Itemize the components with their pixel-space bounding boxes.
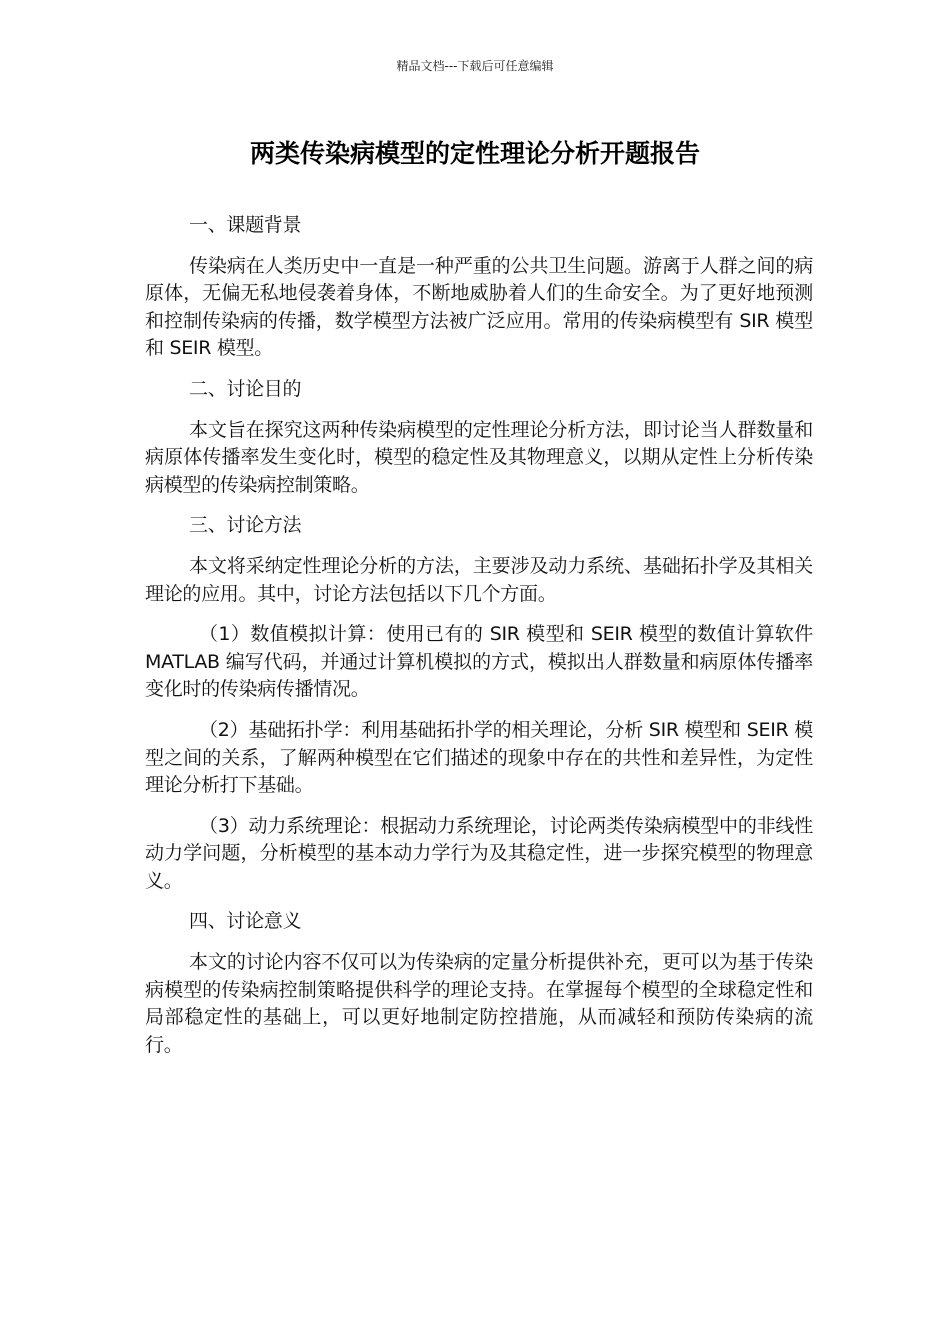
section-heading: 四、讨论意义 — [189, 910, 302, 933]
section-heading: 三、讨论方法 — [189, 514, 302, 537]
section-heading: 二、讨论目的 — [189, 377, 302, 400]
section-significance — [145, 908, 813, 1059]
method-item: （3）动力系统理论：根据动力系统理论，讨论两类传染病模型中的非线性动力学问题，分析模型的基本动力学行为及其稳定性，进一步探究模型的物理意义。 — [145, 814, 813, 892]
method-item: （2）基础拓扑学：利用基础拓扑学的相关理论，分析 SIR 模型和 SEIR 模型之间的关系，了解两种模型在它们描述的现象中存在的共性和差异性，为定性理论分析打下基础。 — [145, 718, 813, 797]
section-paragraph: 本文将采纳定性理论分析的方法，主要涉及动力系统、基础拓扑学及其相关理论的应用。其中，讨论方法包括以下几个方面。 — [145, 554, 813, 605]
method-item: （1）数值模拟计算：使用已有的 SIR 模型和 SEIR 模型的数值计算软件 MATLAB 编写代码，并通过计算机模拟的方式，模拟出人群数量和病原体传播率变化时的传染病传播情况。 — [145, 623, 813, 701]
section-paragraph: 本文旨在探究这两种传染病模型的定性理论分析方法，即讨论当人群数量和病原体传播率发生变化时，模型的稳定性及其物理意义，以期从定性上分析传染病模型的传染病控制策略。 — [145, 418, 813, 496]
section-purpose — [145, 376, 813, 499]
document-title: 两类传染病模型的定性理论分析开题报告 — [249, 139, 700, 168]
section-paragraph: 传染病在人类历史中一直是一种严重的公共卫生问题。游离于人群之间的病原体，无偏无私地侵袭着身体，不断地威胁着人们的生命安全。为了更好地预测和控制传染病的传播，数学模型方法被广泛应用。常用的传染病模型有 SIR 模型和 SEIR 模型。 — [145, 254, 813, 360]
document-body — [145, 212, 813, 1072]
section-heading: 一、课题背景 — [189, 214, 302, 236]
section-method — [145, 512, 813, 895]
header-note: 精品文档---下载后可任意编辑 — [396, 59, 554, 73]
section-background — [145, 212, 813, 363]
section-paragraph: 本文的讨论内容不仅可以为传染病的定量分析提供补充，更可以为基于传染病模型的传染病控制策略提供科学的理论支持。在掌握每个模型的全球稳定性和局部稳定性的基础上，可以更好地制定防控措施，从而减轻和预防传染病的流行。 — [145, 951, 813, 1056]
